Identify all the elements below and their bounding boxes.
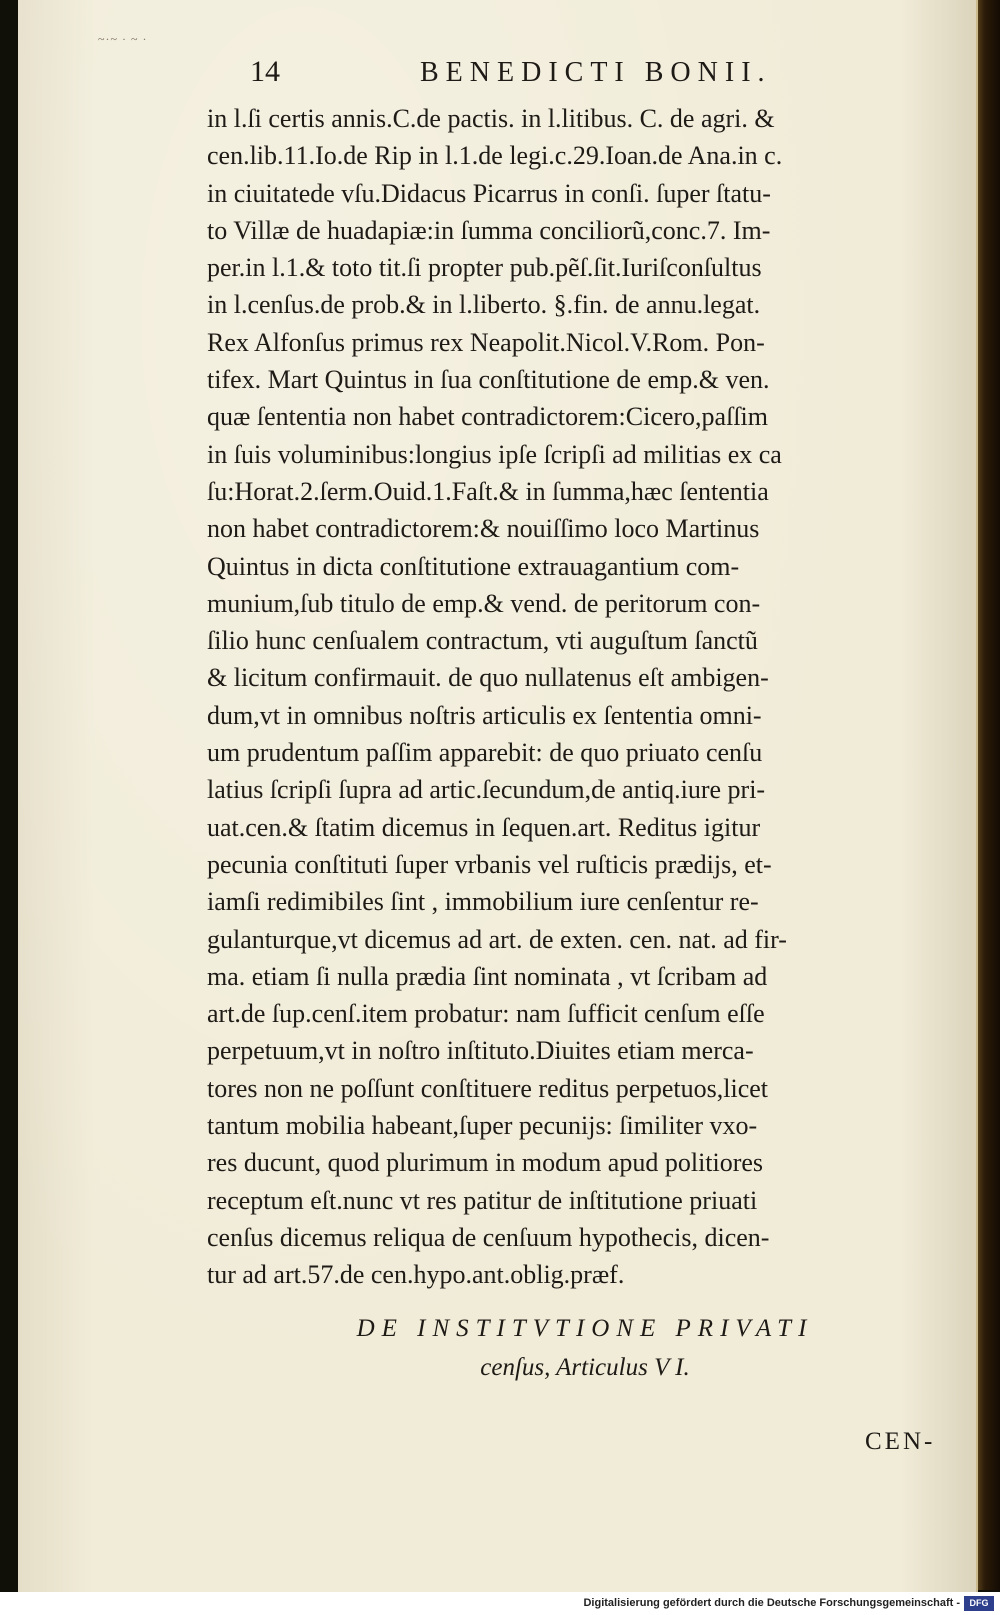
dfg-logo-icon: DFG: [964, 1596, 994, 1611]
text-line: dum,vt in omnibus noſtris articulis ex ſententia omni-: [207, 700, 762, 730]
text-line: & licitum confirmauit. de quo nullatenus eſt ambigen-: [207, 663, 769, 693]
text-line: ſu:Horat.2.ſerm.Ouid.1.Faſt.& in ſumma,hæc ſententia: [207, 476, 769, 506]
text-line: cenſus dicemus reliqua de cenſuum hypothecis, dicen-: [207, 1222, 770, 1252]
text-line: in l.ſi certis annis.C.de pactis. in l.litibus. C. de agri. &: [207, 104, 775, 133]
text-line: Rex Alfonſus primus rex Neapolit.Nicol.V.Rom. Pon-: [207, 327, 765, 357]
text-line: receptum eſt.nunc vt res patitur de inſtitutione priuati: [207, 1185, 758, 1215]
section-title: DE INSTITVTIONE PRIVATI: [356, 1315, 814, 1342]
footer-bar: [0, 1592, 1000, 1615]
section-subtitle: cenſus, Articulus V I.: [480, 1354, 690, 1381]
stray-ink-marks: ~·~ · ~ ·: [98, 32, 148, 46]
page-header: [250, 55, 970, 95]
text-line: latius ſcripſi ſupra ad artic.ſecundum,de antiq.iure pri-: [207, 775, 766, 805]
text-line: Quintus in dicta conſtitutione extrauagantium com-: [207, 551, 740, 581]
text-line: tantum mobilia habeant,ſuper pecunijs: ſimiliter vxo-: [207, 1111, 758, 1141]
text-line: um prudentum paſſim apparebit: de quo priuato cenſu: [207, 738, 763, 768]
text-line: tores non ne poſſunt conſtituere reditus perpetuos,licet: [207, 1073, 769, 1103]
text-line: munium,ſub titulo de emp.& vend. de peritorum con-: [207, 588, 761, 618]
text-line: gulanturque,vt dicemus ad art. de exten. cen. nat. ad fir-: [207, 924, 787, 954]
page-number: 14: [250, 55, 280, 88]
text-line: perpetuum,vt in noſtro inſtituto.Diuites etiam merca-: [207, 1036, 754, 1066]
text-line: cen.lib.11.Io.de Rip in l.1.de legi.c.29.Ioan.de Ana.in c.: [207, 141, 783, 171]
text-line: non habet contradictorem:& nouiſſimo loco Martinus: [207, 514, 760, 544]
text-line: quæ ſententia non habet contradictorem:Cicero,paſſim: [207, 402, 768, 432]
body-text: [207, 100, 955, 1294]
text-line: iamſi redimibiles ſint , immobilium iure cenſentur re-: [207, 887, 759, 917]
text-line: in ſuis voluminibus:longius ipſe ſcripſi ad militias ex ca: [207, 439, 782, 469]
running-head: BENEDICTI BONII.: [420, 57, 772, 88]
text-line: tifex. Mart Quintus in ſua conſtitutione de emp.& ven.: [207, 365, 770, 395]
text-line: in ciuitatede vſu.Didacus Picarrus in conſi. ſuper ſtatu-: [207, 178, 771, 208]
text-line: res ducunt, quod plurimum in modum apud politiores: [207, 1148, 764, 1178]
text-line: in l.cenſus.de prob.& in l.liberto. §.fin. de annu.legat.: [207, 290, 761, 320]
text-line: tur ad art.57.de cen.hypo.ant.oblig.præf.: [207, 1260, 625, 1290]
text-line: uat.cen.& ſtatim dicemus in ſequen.art. Reditus igitur: [207, 812, 761, 842]
footer-credit: Digitalisierung gefördert durch die Deutsche Forschungsgemeinschaft -: [583, 1597, 960, 1609]
catchword: CEN-: [865, 1428, 936, 1455]
text-line: ma. etiam ſi nulla prædia ſint nominata , vt ſcribam ad: [207, 961, 768, 991]
text-line: pecunia conſtituti ſuper vrbanis vel ruſticis prædijs, et-: [207, 849, 772, 879]
text-line: art.de ſup.cenſ.item probatur: nam ſufficit cenſum eſſe: [207, 999, 765, 1029]
text-line: to Villæ de huadapiæ:in ſumma conciliorũ,conc.7. Im-: [207, 215, 771, 245]
text-line: per.in l.1.& toto tit.ſi propter pub.pẽſ.ſit.Iuriſconſultus: [207, 253, 762, 283]
section-heading: [305, 1312, 865, 1390]
text-line: ſilio hunc cenſualem contractum, vti auguſtum ſanctũ: [207, 626, 758, 656]
